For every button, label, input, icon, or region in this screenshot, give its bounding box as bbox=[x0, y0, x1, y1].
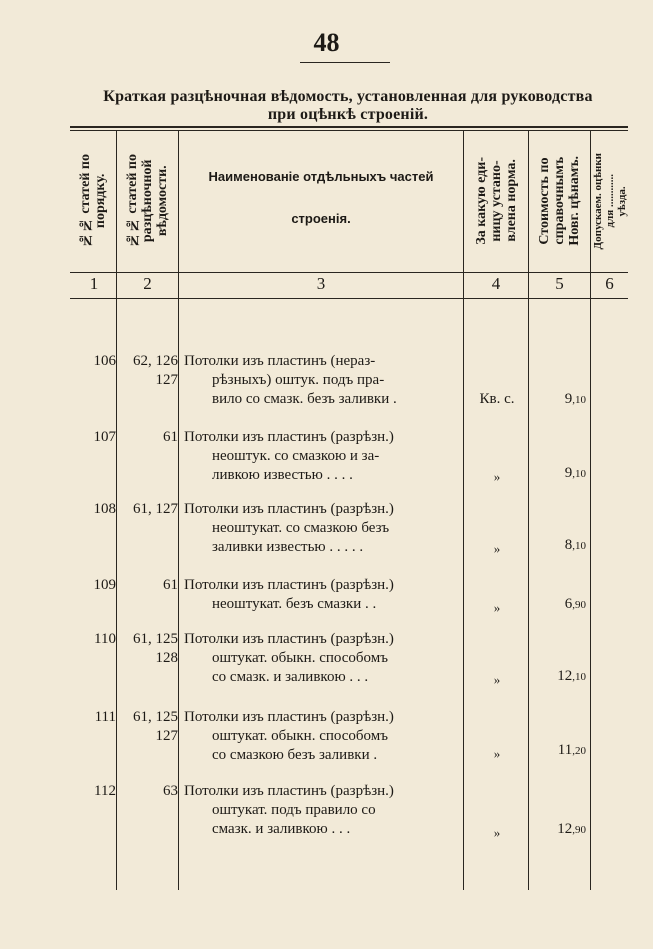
row-price: 9,10 bbox=[564, 391, 586, 407]
row-number: 108 bbox=[93, 501, 116, 517]
row-price: 12,90 bbox=[557, 821, 586, 837]
column-number: 4 bbox=[491, 274, 501, 293]
row-unit: Кв. с. bbox=[479, 391, 515, 407]
row-description: Потолки изъ пластинъ (нераз- рѣзныхъ) оштук. подъ пра- вило со смазк. безъ заливки . bbox=[184, 353, 397, 407]
header-col-2: №№ статей по разцѣночной вѣдомости. bbox=[124, 154, 170, 248]
table-top-rule bbox=[70, 126, 628, 128]
ditto-mark: » bbox=[493, 541, 501, 556]
row-reference: 62, 126 127 bbox=[133, 353, 178, 388]
table-top-rule-inner bbox=[70, 130, 628, 131]
row-description: Потолки изъ пластинъ (разрѣзн.) неоштук. со смазкою и за- ливкою известью . . . . bbox=[184, 429, 394, 483]
ditto-mark: » bbox=[493, 746, 501, 761]
title-line-1: Краткая разцѣночная вѣдомость, установленная для руководства bbox=[103, 88, 593, 105]
row-price: 8,10 bbox=[564, 537, 586, 553]
document-title bbox=[62, 88, 634, 124]
row-description: Потолки изъ пластинъ (разрѣзн.) неоштукат. со смазкою безъ заливки известью . . . . . bbox=[184, 501, 394, 555]
row-price: 6,90 bbox=[564, 596, 586, 612]
ditto-mark: » bbox=[493, 672, 501, 687]
column-number: 3 bbox=[316, 274, 326, 293]
row-reference: 63 bbox=[163, 783, 178, 799]
header-col-3-line-2: строенія. bbox=[291, 211, 351, 226]
row-description: Потолки изъ пластинъ (разрѣзн.) оштукат. подъ правило со смазк. и заливкою . . . bbox=[184, 783, 394, 837]
header-col-6: Допускаем. оцѣнки для ............ уѣзда. bbox=[592, 152, 628, 250]
row-description: Потолки изъ пластинъ (разрѣзн.) оштукат. обыкн. способомъ со смазкою безъ заливки . bbox=[184, 709, 394, 763]
title-line-2: при оцѣнкѣ строеній. bbox=[267, 106, 429, 123]
row-reference: 61 bbox=[163, 429, 178, 445]
header-bottom-rule bbox=[70, 272, 628, 273]
column-number: 5 bbox=[555, 274, 564, 293]
row-description: Потолки изъ пластинъ (разрѣзн.) оштукат. обыкн. способомъ со смазк. и заливкою . . . bbox=[184, 631, 394, 685]
column-divider-2 bbox=[178, 130, 179, 890]
ditto-mark: » bbox=[493, 469, 501, 484]
column-divider-4 bbox=[528, 130, 529, 890]
row-reference: 61, 127 bbox=[133, 501, 178, 517]
header-col-3 bbox=[180, 168, 462, 228]
row-number: 110 bbox=[94, 631, 116, 647]
header-col-3-line-1: Наименованіе отдѣльныхъ частей bbox=[208, 169, 434, 184]
page-number-rule bbox=[300, 62, 390, 63]
row-number: 109 bbox=[93, 577, 116, 593]
row-number: 112 bbox=[94, 783, 116, 799]
row-price: 11,20 bbox=[557, 742, 586, 758]
page-number: 48 bbox=[313, 28, 340, 57]
column-number: 1 bbox=[89, 274, 99, 293]
row-number: 111 bbox=[94, 709, 116, 725]
column-divider-5 bbox=[590, 130, 591, 890]
column-number-rule bbox=[70, 298, 628, 299]
row-description: Потолки изъ пластинъ (разрѣзн.) неоштукат. безъ смазки . . bbox=[184, 577, 394, 612]
row-price: 12,10 bbox=[557, 668, 586, 684]
row-reference: 61, 125 127 bbox=[133, 709, 178, 744]
row-number: 107 bbox=[93, 429, 116, 445]
header-col-1: №№ статей по порядку. bbox=[78, 154, 108, 248]
column-number: 6 bbox=[605, 274, 614, 293]
row-price: 9,10 bbox=[564, 465, 586, 481]
row-reference: 61 bbox=[163, 577, 178, 593]
header-col-5: Стоимость по справочнымъ Новг. цѣнамъ. bbox=[536, 156, 582, 246]
ditto-mark: » bbox=[493, 825, 501, 840]
column-number: 2 bbox=[143, 274, 152, 293]
row-reference: 61, 125 128 bbox=[133, 631, 178, 666]
header-col-4: За какую еди- ницу устано- влена норма. bbox=[473, 157, 519, 245]
ditto-mark: » bbox=[493, 600, 501, 615]
row-number: 106 bbox=[93, 353, 116, 369]
